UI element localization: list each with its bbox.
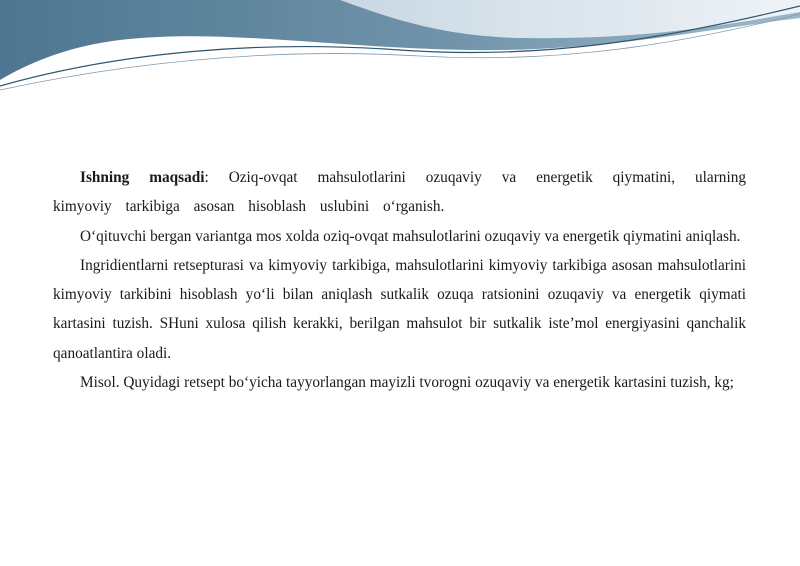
goal-separator: : bbox=[204, 169, 209, 186]
goal-paragraph bbox=[53, 163, 746, 222]
body-text bbox=[53, 163, 746, 397]
goal-label: Ishning maqsadi bbox=[80, 169, 205, 186]
paragraph-task: O‘qituvchi bergan variantga mos xolda oziq-ovqat mahsulotlarini ozuqaviy va energetik qiymatini aniqlash. bbox=[80, 227, 741, 245]
goal-text: Oziq-ovqat mahsulotlarini ozuqaviy va energetik qiymatini, ularning kimyoviy tarkibiga asosan hisoblash uslubini o‘rganish. bbox=[53, 169, 747, 216]
header-wave-decoration bbox=[0, 0, 800, 95]
paragraph-example: Misol. Quyidagi retsept bo‘yicha tayyorlangan mayizli tvorogni ozuqaviy va energetik kartasini tuzish, kg; bbox=[80, 374, 734, 392]
paragraph-method: Ingridientlarni retsepturasi va kimyoviy tarkibiga, mahsulotlarini kimyoviy tarkibiga asosan mahsulotlarini kimyoviy tarkibini hisoblash yo‘li bilan aniqlash sutkalik ozuqa ratsionini ozuqaviy va energetik qiymati kartasini tuzish. SHuni xulosa qilish kerakki, berilgan mahsulot bir sutkalik iste’mol energiyasini qanchalik qanoatlantira oladi. bbox=[53, 256, 746, 362]
